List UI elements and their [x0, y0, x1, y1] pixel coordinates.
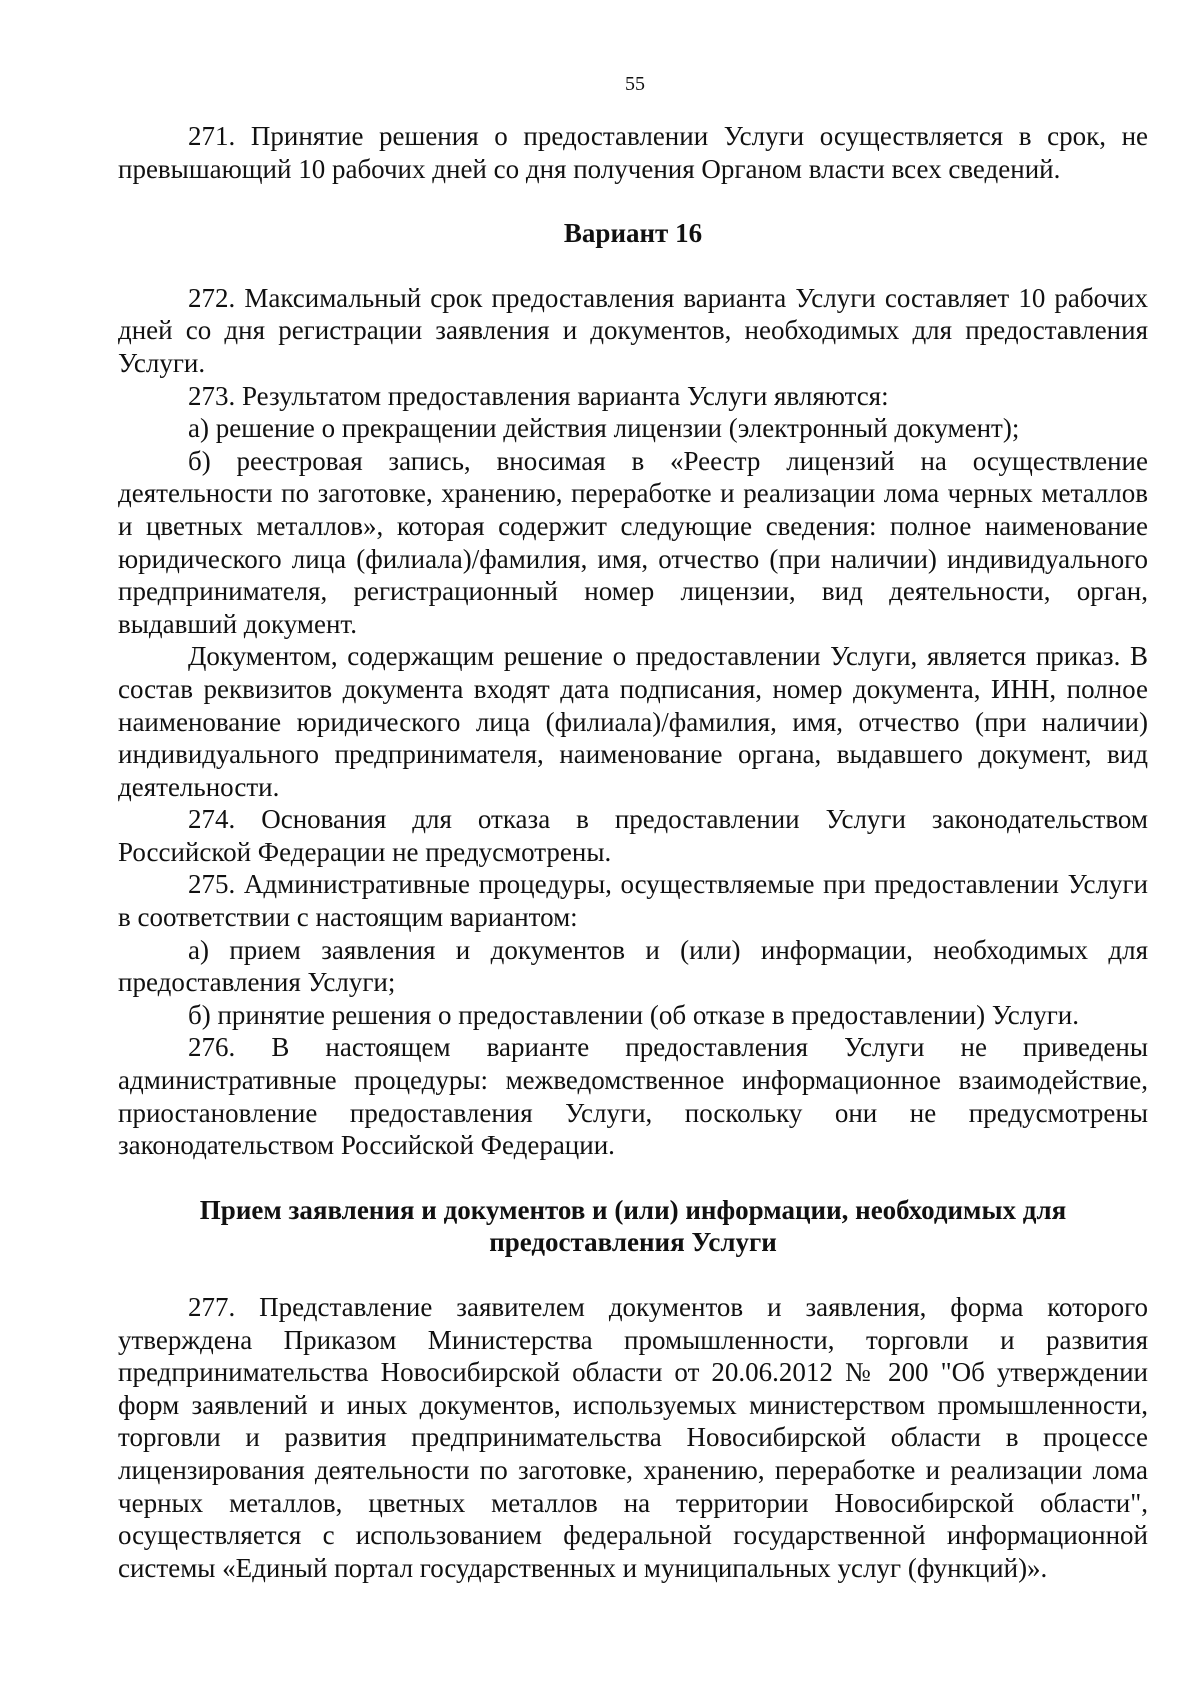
- page-number: 55: [625, 73, 645, 95]
- paragraph-274: 274. Основания для отказа в предоставлении Услуги законодательством Российской Федерации не предусмотрены.: [118, 804, 1148, 867]
- heading-variant-16: Вариант 16: [563, 218, 703, 249]
- paragraph-273-a: а) решение о прекращении действия лицензии (электронный документ);: [188, 413, 1020, 444]
- paragraph-275-b: б) принятие решения о предоставлении (об отказе в предоставлении) Услуги.: [188, 999, 1079, 1030]
- paragraph-273-b: б) реестровая запись, вносимая в «Реестр лицензий на осуществление деятельности по заготовке, хранению, переработке и реализации лома черных металлов и цветных металлов», которая содержит следующие сведения: полное наименование юридического лица (филиала)/фамилия, имя, отчество (при наличии) индивидуального предпринимателя, регистрационный номер лицензии, вид деятельности, орган, выдавший документ.: [118, 445, 1148, 639]
- paragraph-271: 271. Принятие решения о предоставлении Услуги осуществляется в срок, не превышающий 10 рабочих дней со дня получения Органом власти всех сведений.: [118, 121, 1148, 184]
- paragraph-275-a: а) прием заявления и документов и (или) информации, необходимых для предоставления Услуги;: [118, 934, 1148, 998]
- document-page: [118, 72, 1148, 1584]
- paragraph-276: 276. В настоящем варианте предоставления Услуги не приведены административные процедуры: межведомственное информационное взаимодействие, приостановление предоставления Услуги, поскольку они не предусмотрены законодательством Российской Федерации.: [118, 1032, 1148, 1161]
- paragraph-decision-document: Документом, содержащим решение о предоставлении Услуги, является приказ. В состав реквизитов документа входят дата подписания, номер документа, ИНН, полное наименование юридического лица (филиала)/фамилия, имя, отчество (при наличии) индивидуального предпринимателя, наименование органа, выдавшего документ, вид деятельности.: [118, 641, 1148, 802]
- heading-application-intake: Прием заявления и документов и (или) информации, необходимых для предоставления Услуги: [199, 1194, 1067, 1258]
- paragraph-272: 272. Максимальный срок предоставления варианта Услуги составляет 10 рабочих дней со дня регистрации заявления и документов, необходимых для предоставления Услуги.: [118, 282, 1148, 378]
- paragraph-277: 277. Представление заявителем документов и заявления, форма которого утверждена Приказом Министерства промышленности, торговли и развития предпринимательства Новосибирской области от 20.06.2012 № 200 "Об утверждении форм заявлений и иных документов, используемых министерством промышленности, торговли и развития предпринимательства Новосибирской области в процессе лицензирования деятельности по заготовке, хранению, переработке и реализации лома черных металлов, цветных металлов на территории Новосибирской области", осуществляется с использованием федеральной государственной информационной системы «Единый портал государственных и муниципальных услуг (функций)».: [118, 1292, 1148, 1583]
- paragraph-273: 273. Результатом предоставления варианта Услуги являются:: [188, 380, 889, 411]
- paragraph-275: 275. Административные процедуры, осуществляемые при предоставлении Услуги в соответствии с настоящим вариантом:: [118, 869, 1148, 933]
